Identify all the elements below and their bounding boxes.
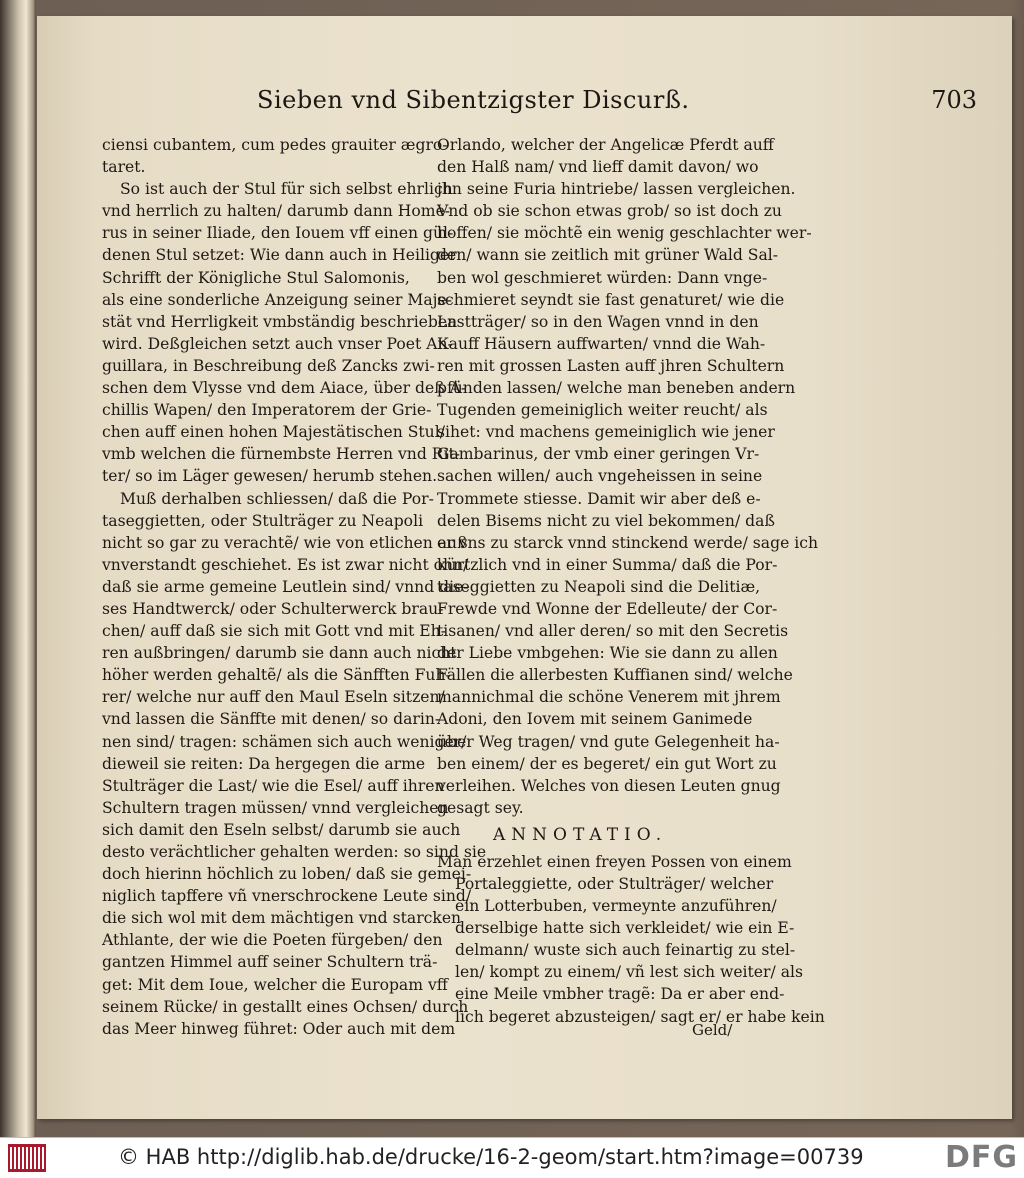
left-column-line: taret. [102,158,146,177]
left-column-line: ses Handtwerck/ oder Schulterwerck brau- [102,599,444,618]
annotation-line: Man erzehlet einen freyen Possen von einem [437,852,792,871]
left-column-line: ciensi cubantem, cum pedes grauiter ægro- [102,136,448,154]
left-column-line: vnd herrlich zu halten/ darumb dann Home- [102,202,451,221]
right-column-line: gesagt sey. [437,798,524,817]
right-column-line: Tugenden gemeiniglich weiter reucht/ als [437,401,768,420]
annotation-line: derselbige hatte sich verkleidet/ wie ein E- [455,919,795,938]
left-column-line: niglich tapffere vñ vnerschrockene Leute sind/ [102,887,472,906]
left-column-line: gantzen Himmel auff seiner Schultern trä- [102,953,438,972]
left-column-line: nen sind/ tragen: schämen sich auch weniger/ [102,732,467,751]
right-column-line: mannichmal die schöne Venerem mit jhrem [437,688,781,707]
right-column-line: tisanen/ vnd aller deren/ so mit den Secretis [437,622,789,641]
left-column-line: die sich wol mit dem mächtigen vnd starcken [102,909,462,928]
footer-bar [0,1137,1024,1178]
right-column-line: der Liebe vmbgehen: Wie sie dann zu allen [437,644,778,663]
right-column-line: delen Bisems nicht zu viel bekommen/ daß [437,511,775,530]
annotation-line: len/ kompt zu einem/ vñ lest sich weiter/ als [455,963,803,982]
left-column-line: chen auff einen hohen Majestätischen Stul/ [102,423,445,442]
right-column-line: über Weg tragen/ vnd gute Gelegenheit ha- [437,732,780,751]
left-column-line: höher werden gehaltẽ/ als die Sänfften Fuh- [102,666,451,685]
left-column-line: get: Mit dem Ioue, welcher die Europam vff [102,975,448,994]
right-column-line: Lastträger/ so in den Wagen vnnd in den [437,312,759,331]
right-column-line: Gambarinus, der vmb einer geringen Vr- [437,445,760,464]
catchword: Geld/ [692,1021,733,1039]
right-column-line: sihet: vnd machens gemeiniglich wie jener [437,423,775,442]
annotation-line: eine Meile vmbher tragẽ: Da er aber end- [455,985,785,1004]
right-column-line: verleihen. Welches von diesen Leuten gnug [437,776,781,795]
left-column-line: rus in seiner Iliade, den Iouem vff einen gül- [102,224,454,243]
left-column-line: vnverstandt geschiehet. Es ist zwar nicht ohn/ [102,555,469,574]
right-column-line: Orlando, welcher der Angelicæ Pferdt auff [437,136,774,154]
left-column-line: So ist auch der Stul für sich selbst ehrlich [120,180,453,199]
left-column-line: guillara, in Beschreibung deß Zancks zwi- [102,356,435,375]
right-column-line: jhn seine Furia hintriebe/ lassen vergleichen. [437,180,796,199]
right-column-line: kürtzlich vnd in einer Summa/ daß die Por- [437,555,778,574]
right-column-line: den Halß nam/ vnd lieff damit davon/ wo [437,158,759,177]
right-column-line: pfünden lassen/ welche man beneben andern [437,379,796,398]
left-column-line: chillis Wapen/ den Imperatorem der Grie- [102,401,432,420]
right-column-line: taseggietten zu Neapoli sind die Delitiæ, [437,577,761,596]
left-column-line: nicht so gar zu verachtẽ/ wie von etlichen auß [102,533,468,552]
right-column-line: schmieret seyndt sie fast genaturet/ wie die [437,290,785,309]
annotation-line: ein Lotterbuben, vermeynte anzuführen/ [455,897,777,916]
annotation-line: lich begeret abzusteigen/ sagt er/ er habe kein [455,1007,825,1026]
right-column-line: ren mit grossen Lasten auff jhren Schultern [437,356,785,375]
left-column-line: Stulträger die Last/ wie die Esel/ auff ihren [102,776,445,795]
right-column-line: Frewde vnd Wonne der Edelleute/ der Cor- [437,599,778,618]
right-column [437,134,825,1028]
left-column-line: doch hierinn höchlich zu loben/ daß sie gemei- [102,865,472,884]
left-column-line: daß sie arme gemeine Leutlein sind/ vnnd die- [102,577,469,596]
left-column-line: denen Stul setzet: Wie dann auch in Heiliger [102,246,457,265]
left-column-line: Schultern tragen müssen/ vnnd vergleichen [102,798,449,817]
left-column-line: Athlante, der wie die Poeten fürgeben/ den [102,931,443,950]
left-column-line: stät vnd Herrligkeit vmbständig beschrieben [102,312,458,331]
right-column-line: Vnd ob sie schon etwas grob/ so ist doch zu [437,202,782,221]
right-column-line: Kauff Häusern auffwarten/ vnnd die Wah- [437,334,766,353]
left-column-line: Muß derhalben schliessen/ daß die Por- [120,489,434,508]
right-column-line: hoffen/ sie möchtẽ ein wenig geschlachter wer- [437,224,812,243]
right-column-line: Adoni, den Iovem mit seinem Ganimede [437,710,753,729]
right-column-line: ben einem/ der es begeret/ ein gut Wort zu [437,754,777,773]
left-column-line: vmb welchen die fürnembste Herren vnd Rit- [102,445,461,464]
right-column-line: Fällen die allerbesten Kuffianen sind/ welche [437,666,793,685]
hab-logo-icon [8,1144,46,1172]
right-column-line: er vns zu starck vnnd stinckend werde/ sage ich [437,533,819,552]
left-column-line: chen/ auff daß sie sich mit Gott vnd mit Eh- [102,622,446,641]
left-column-line: das Meer hinweg führet: Oder auch mit dem [102,1019,456,1038]
left-column-line: dieweil sie reiten: Da hergegen die arme [102,754,426,773]
left-column-line: rer/ welche nur auff den Maul Eseln sitzen/ [102,688,445,707]
right-column-line: ben wol geschmieret würden: Dann vnge- [437,268,768,287]
running-head: Sieben vnd Sibentzigster Discurß. [257,86,690,114]
left-column-line: desto verächtlicher gehalten werden: so sind sie [102,843,487,861]
page-number: 703 [931,86,977,114]
left-column-line: vnd lassen die Sänffte mit denen/ so darin- [102,710,441,729]
left-column-line: Schrifft der Königliche Stul Salomonis, [102,268,410,287]
right-column-line: Trommete stiesse. Damit wir aber deß e- [437,489,761,508]
left-column-line: schen dem Vlysse vnd dem Aiace, über deß A- [102,379,467,398]
left-column-line: ter/ so im Läger gewesen/ herumb stehen. [102,467,438,486]
left-column-line: seinem Rücke/ in gestallt eines Ochsen/ durch [102,997,469,1016]
annotation-heading: ANNOTATIO. [493,824,668,845]
book-page [37,16,1012,1119]
left-column-line: taseggietten, oder Stulträger zu Neapoli [102,511,424,530]
right-column-line: den/ wann sie zeitlich mit grüner Wald Sal- [437,246,779,265]
dfg-logo: DFG [944,1140,1018,1175]
footer-copyright-link[interactable]: © HAB http://diglib.hab.de/drucke/16-2-geom/start.htm?image=00739 [118,1145,864,1169]
left-column-line: sich damit den Eseln selbst/ darumb sie auch [102,820,461,839]
binding-spine [0,0,36,1137]
right-column-line: sachen willen/ auch vngeheissen in seine [437,467,763,486]
left-column-line: wird. Deßgleichen setzt auch vnser Poet An- [102,334,453,353]
left-column-line: als eine sonderliche Anzeigung seiner Maje- [102,290,452,309]
annotation-line: Portaleggiette, oder Stulträger/ welcher [455,875,774,893]
left-column-line: ren außbringen/ darumb sie dann auch nicht [102,644,457,663]
annotation-line: delmann/ wuste sich auch feinartig zu stel- [455,941,796,960]
